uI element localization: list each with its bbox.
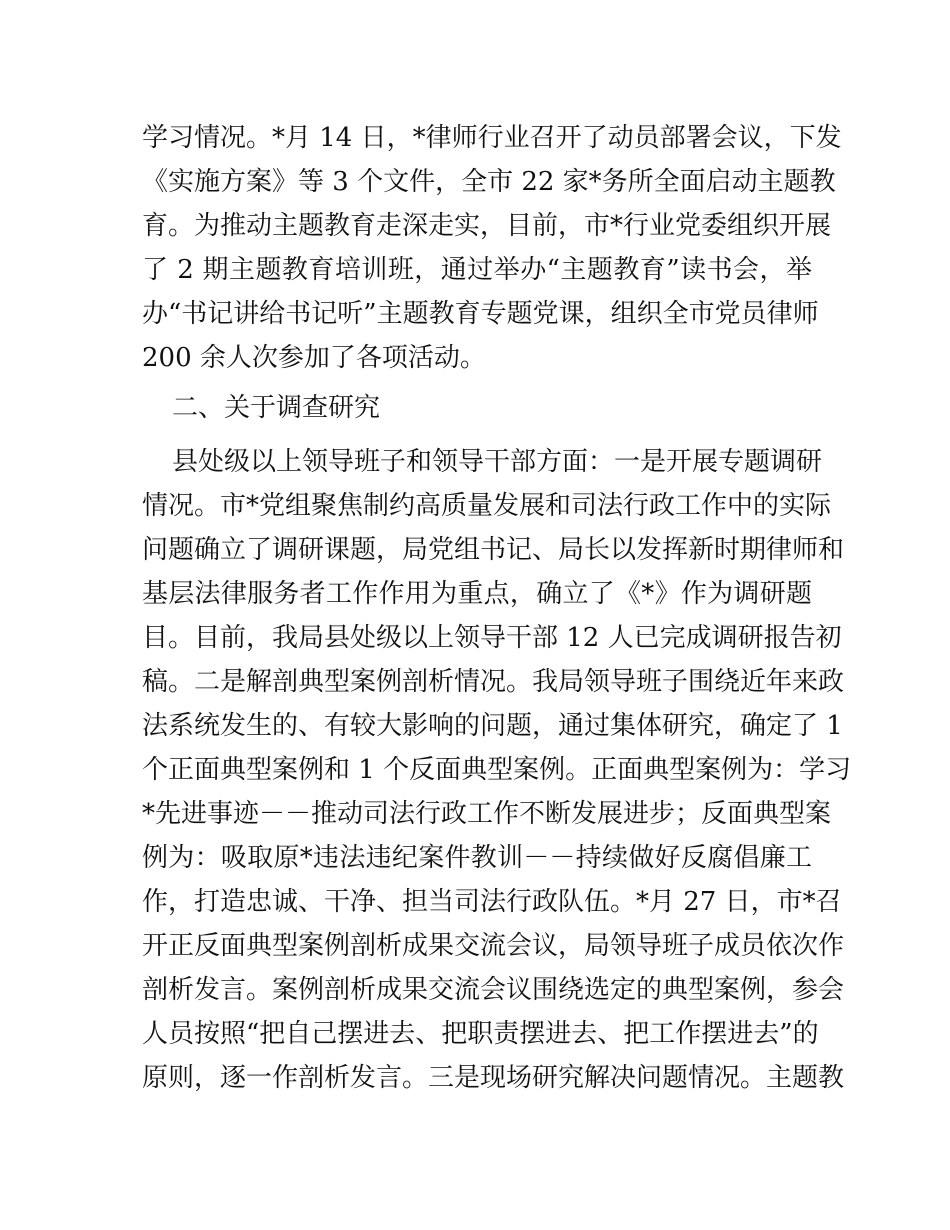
paragraph-2-line-6: 稿。二是解剖典型案例剖析情况。我局领导班子围绕近年来政	[142, 667, 845, 697]
paragraph-2-line-8: 个正面典型案例和 1 个反面典型案例。正面典型案例为：学习	[142, 755, 852, 785]
paragraph-1-line-1: 学习情况。*月 14 日，*律师行业召开了动员部署会议，下发	[142, 123, 842, 153]
paragraph-2-line-15: 原则，逐一作剖析发言。三是现场研究解决问题情况。主题教	[142, 1063, 845, 1093]
paragraph-2	[142, 440, 852, 1100]
section-heading: 二、关于调查研究	[172, 393, 381, 423]
paragraph-2-line-10: 例为：吸取原*违法违纪案件教训－－持续做好反腐倡廉工	[142, 843, 812, 873]
paragraph-2-line-2: 情况。市*党组聚焦制约高质量发展和司法行政工作中的实际	[142, 491, 832, 521]
paragraph-2-line-1: 县处级以上领导班子和领导干部方面：一是开展专题调研	[172, 447, 823, 477]
paragraph-1	[142, 116, 842, 380]
paragraph-1-line-5: 办“书记讲给书记听”主题教育专题党课，组织全市党员律师	[142, 299, 819, 329]
paragraph-2-line-13: 剖析发言。案例剖析成果交流会议围绕选定的典型案例，参会	[142, 975, 845, 1005]
paragraph-2-line-3: 问题确立了调研课题，局党组书记、局长以发挥新时期律师和	[142, 535, 845, 565]
paragraph-2-line-14: 人员按照“把自己摆进去、把职责摆进去、把工作摆进去”的	[142, 1019, 819, 1049]
paragraph-1-line-4: 了 2 期主题教育培训班，通过举办“主题教育”读书会，举	[142, 255, 812, 285]
paragraph-2-line-4: 基层法律服务者工作作用为重点，确立了《*》作为调研题	[142, 579, 812, 609]
paragraph-2-line-5: 目。目前，我局县处级以上领导干部 12 人已完成调研报告初	[142, 623, 842, 653]
paragraph-1-line-3: 育。为推动主题教育走深走实，目前，市*行业党委组织开展	[142, 211, 832, 241]
paragraph-1-line-6: 200 余人次参加了各项活动。	[142, 343, 486, 373]
paragraph-2-line-7: 法系统发生的、有较大影响的问题，通过集体研究，确定了 1	[142, 711, 843, 741]
paragraph-2-line-12: 开正反面典型案例剖析成果交流会议，局领导班子成员依次作	[142, 931, 845, 961]
paragraph-2-line-9: *先进事迹－－推动司法行政工作不断发展进步；反面典型案	[142, 799, 832, 829]
paragraph-2-line-11: 作，打造忠诚、干净、担当司法行政队伍。*月 27 日，市*召	[142, 887, 842, 917]
paragraph-1-line-2: 《实施方案》等 3 个文件，全市 22 家*务所全面启动主题教	[142, 167, 836, 197]
